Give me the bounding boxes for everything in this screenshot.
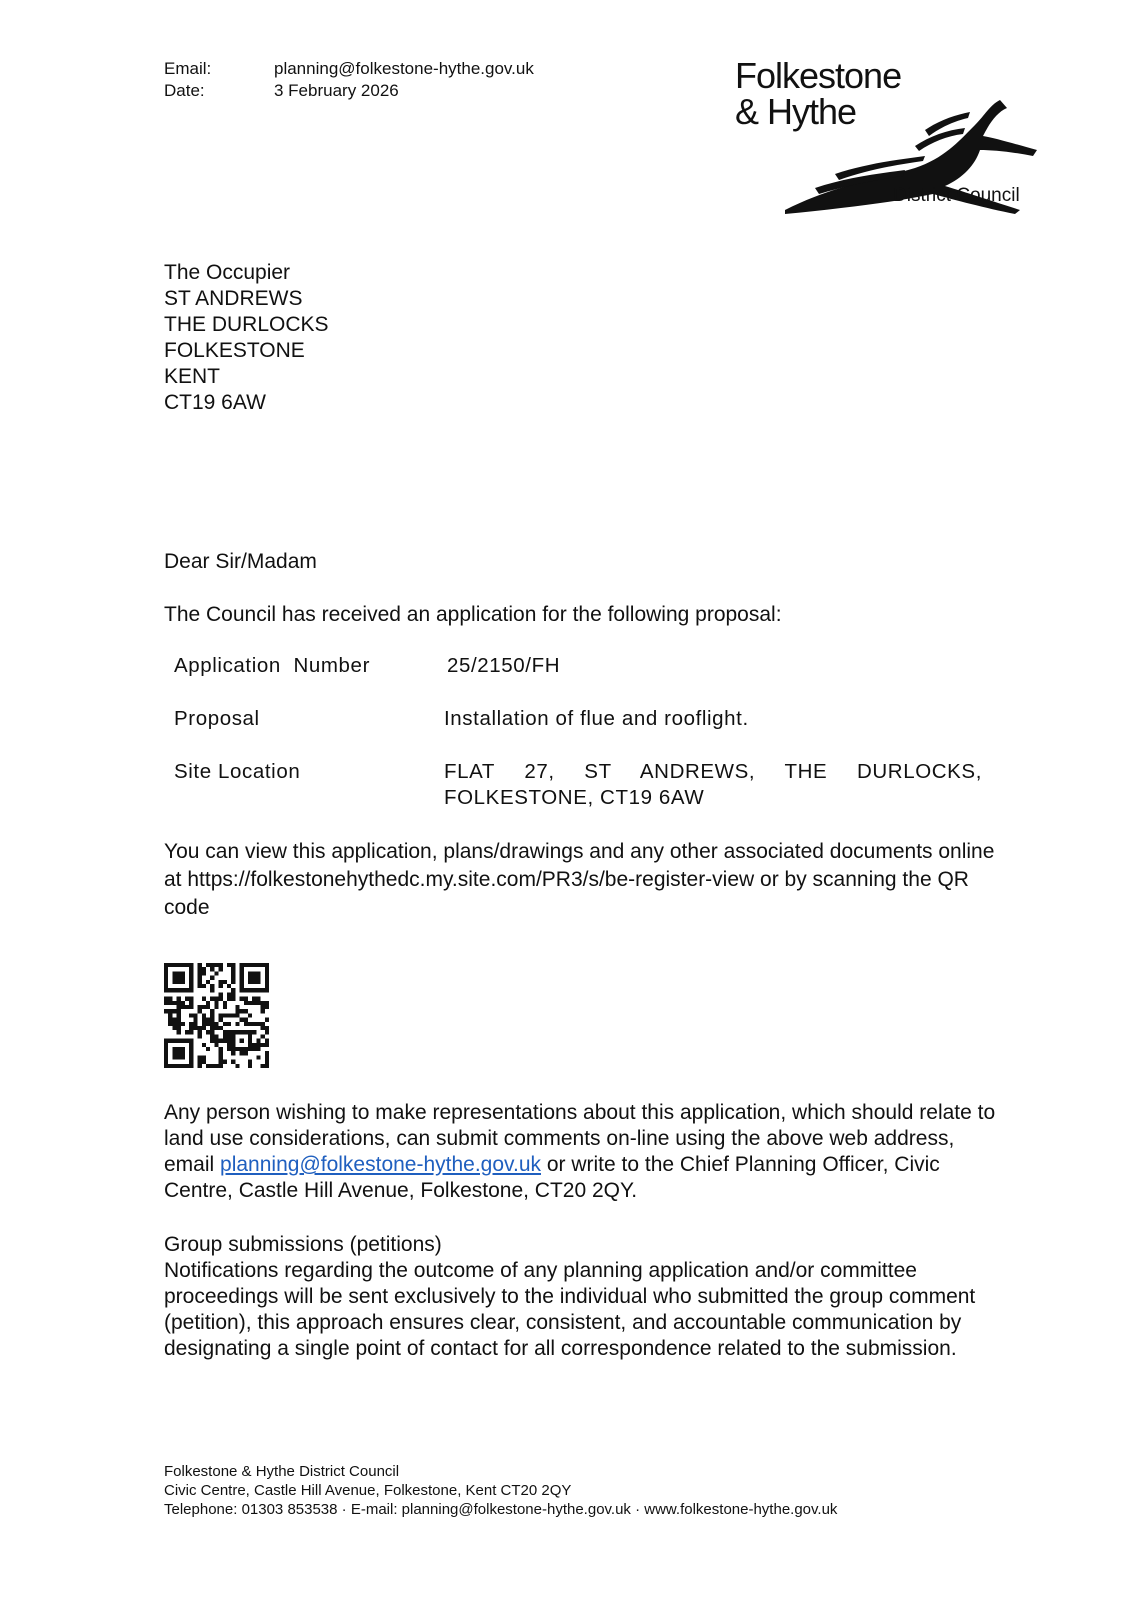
representations-text-after: or write to the Chief Planning Officer, Civic Centre, Castle Hill Avenue, Folkestone, CT20 2QY. (164, 1153, 940, 1202)
email-label: Email: (164, 59, 212, 78)
footer-contact: Telephone: 01303 853538 · E-mail: planning@folkestone-hythe.gov.uk · www.folkestone-hythe.gov.uk (164, 1501, 838, 1518)
letter-footer (164, 1462, 837, 1519)
site-location-value: FLAT 27, ST ANDREWS, THE DURLOCKS, FOLKESTONE, CT19 6AW (444, 760, 982, 809)
qr-code[interactable] (164, 963, 269, 1068)
logo-line-hythe: & Hythe (735, 91, 857, 132)
address-line: The Occupier (164, 261, 291, 284)
group-submissions-section (164, 1232, 1004, 1362)
proposal-value: Installation of flue and rooflight. (444, 707, 749, 730)
email-value: planning@folkestone-hythe.gov.uk (274, 59, 534, 78)
address-line: CT19 6AW (164, 391, 266, 414)
logo-line-district-council: District Council (893, 185, 1020, 206)
date-row (164, 80, 534, 102)
site-location-label: Site Location (174, 760, 301, 783)
footer-council-name: Folkestone & Hythe District Council (164, 1463, 400, 1480)
salutation: Dear Sir/Madam (164, 550, 317, 573)
proposal-label: Proposal (174, 707, 260, 730)
logo-line-folkestone: Folkestone (735, 55, 902, 96)
address-line: KENT (164, 365, 221, 388)
date-label: Date: (164, 81, 205, 100)
date-value: 3 February 2026 (274, 81, 399, 100)
address-line: THE DURLOCKS (164, 313, 329, 336)
address-line: FOLKESTONE (164, 339, 305, 362)
footer-address: Civic Centre, Castle Hill Avenue, Folkestone, Kent CT20 2QY (164, 1482, 572, 1499)
address-line: ST ANDREWS (164, 287, 303, 310)
detail-row-proposal (174, 706, 982, 732)
council-logo (735, 55, 1045, 215)
application-details (174, 653, 982, 838)
application-number-value: 25/2150/FH (447, 654, 561, 677)
intro-text: The Council has received an application for the following proposal: (164, 603, 782, 626)
detail-row-application-number (174, 653, 982, 679)
email-row (164, 58, 534, 80)
recipient-address (164, 260, 329, 416)
group-submissions-heading: Group submissions (petitions) (164, 1233, 442, 1256)
application-number-label: Application Number (174, 654, 370, 677)
group-submissions-body: Notifications regarding the outcome of any planning application and/or committee proceedings will be sent exclusively to the individual who submitted the group comment (petition), this approach ensures clear, consistent, and accountable communication by designating a single point of contact for all correspondence related to the submission. (164, 1259, 976, 1360)
view-online-text: You can view this application, plans/drawings and any other associated documents online at https://folkestonehythedc.my.site.com/PR3/s/be-register-view or by scanning the QR code (164, 840, 995, 919)
detail-row-site-location (174, 759, 982, 811)
header-contact-block (164, 58, 534, 102)
planning-email-link[interactable]: planning@folkestone-hythe.gov.uk (220, 1153, 541, 1176)
representations-paragraph (164, 1100, 1004, 1204)
representations-text-before: Any person wishing to make representations about this application, which should relate to land use considerations, can submit comments on-line using the above web address, email (164, 1101, 996, 1176)
qr-code-icon (164, 963, 269, 1068)
